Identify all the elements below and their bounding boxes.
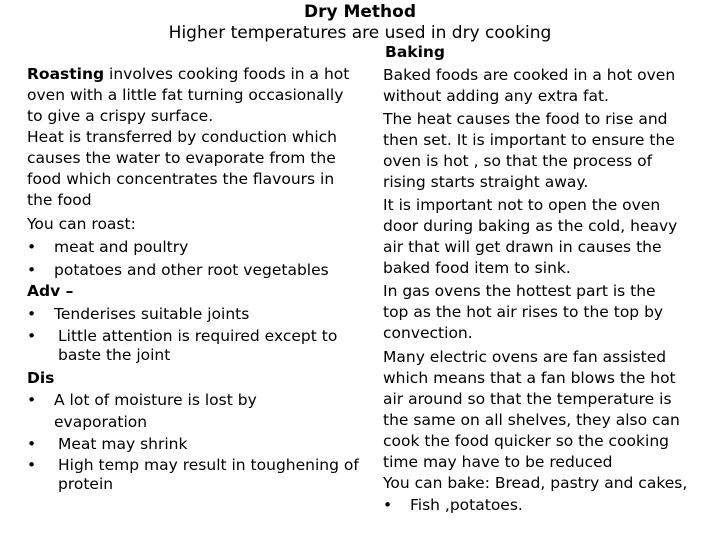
list-item-text: A lot of moisture is lost by evaporation xyxy=(54,391,257,431)
roasting-text: food which concentrates the flavours in xyxy=(27,170,335,188)
list-item-text: Meat may shrink xyxy=(58,435,188,453)
baking-text: time may have to be reduced xyxy=(383,453,613,471)
baking-heading: Baking xyxy=(385,43,446,61)
roasting-text: You can roast: xyxy=(27,215,136,233)
baking-text: air around so that the temperature is xyxy=(383,390,672,408)
list-item xyxy=(27,456,377,494)
list-item xyxy=(27,327,377,365)
advantages-heading: Adv – xyxy=(27,282,74,300)
bullet-icon: • xyxy=(383,496,393,514)
baking-text: It is important not to open the oven xyxy=(383,196,661,214)
baking-text: rising starts straight away. xyxy=(383,173,589,191)
list-item-text: High temp may result in toughening of protein xyxy=(58,456,359,493)
baking-text: oven is hot , so that the process of xyxy=(383,152,653,170)
list-item xyxy=(27,434,377,455)
roasting-intro-line xyxy=(27,64,377,85)
baking-text: convection. xyxy=(383,324,473,342)
baking-column xyxy=(383,42,715,516)
bullet-icon: • xyxy=(27,456,37,474)
baking-text: In gas ovens the hottest part is the xyxy=(383,282,656,300)
baking-text: which means that a fan blows the hot xyxy=(383,369,676,387)
roasting-term: Roasting xyxy=(27,65,105,83)
baking-text: without adding any extra fat. xyxy=(383,87,609,105)
page-subtitle: Higher temperatures are used in dry cooking xyxy=(168,23,552,43)
disadvantages-heading: Dis xyxy=(27,369,55,387)
baking-text: Many electric ovens are fan assisted xyxy=(383,348,667,366)
baking-text: the same on all shelves, they also can xyxy=(383,411,680,429)
bullet-icon: • xyxy=(27,238,37,256)
page-title: Dry Method xyxy=(303,2,417,22)
baking-text: You can bake: Bread, pastry and cakes, xyxy=(383,474,688,492)
roasting-column xyxy=(27,64,377,494)
bullet-icon: • xyxy=(27,305,37,323)
list-item-text: Little attention is required except to baste the joint xyxy=(58,327,338,364)
list-item xyxy=(27,237,377,258)
roasting-text: the food xyxy=(27,191,92,209)
list-item-text: Tenderises suitable joints xyxy=(54,305,250,323)
list-item xyxy=(383,495,715,516)
roasting-text: oven with a little fat turning occasionally xyxy=(27,86,344,104)
bullet-icon: • xyxy=(27,327,37,345)
roasting-text: involves cooking foods in a hot xyxy=(104,65,350,83)
list-item-text: meat and poultry xyxy=(54,238,189,256)
baking-text: cook the food quicker so the cooking xyxy=(383,432,669,450)
baking-text: The heat causes the food to rise and xyxy=(383,110,668,128)
bullet-icon: • xyxy=(27,391,37,409)
list-item xyxy=(27,389,377,433)
baking-text: top as the hot air rises to the top by xyxy=(383,303,664,321)
roasting-text: causes the water to evaporate from the xyxy=(27,149,336,167)
baking-text: baked food item to sink. xyxy=(383,259,571,277)
baking-text: door during baking as the cold, heavy xyxy=(383,217,678,235)
baking-text: then set. It is important to ensure the xyxy=(383,131,675,149)
list-item-text: potatoes and other root vegetables xyxy=(54,261,329,279)
baking-text: air that will get drawn in causes the xyxy=(383,238,662,256)
baking-text: Baked foods are cooked in a hot oven xyxy=(383,66,676,84)
roasting-text: to give a crispy surface. xyxy=(27,107,214,125)
list-item xyxy=(27,260,377,281)
roasting-text: Heat is transferred by conduction which xyxy=(27,128,337,146)
list-item xyxy=(27,304,377,325)
bullet-icon: • xyxy=(27,261,37,279)
bullet-icon: • xyxy=(27,435,37,453)
list-item-text: Fish ,potatoes. xyxy=(410,496,523,514)
